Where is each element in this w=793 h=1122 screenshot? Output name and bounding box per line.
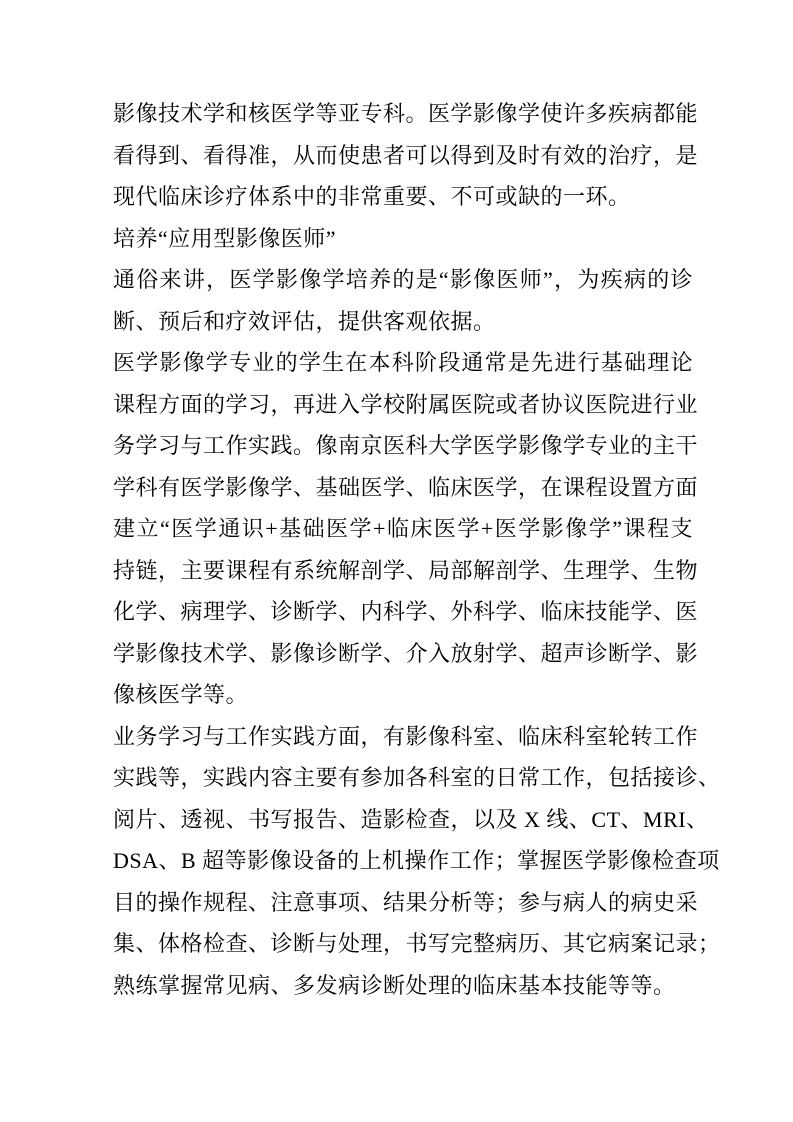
- text-line: DSA、B 超等影像设备的上机操作工作；掌握医学影像检查项: [113, 848, 720, 873]
- text-line: 看得到、看得准，从而使患者可以得到及时有效的治疗，是: [113, 142, 699, 168]
- text-line: 实践等，实践内容主要有参加各科室的日常工作，包括接诊、: [113, 765, 721, 790]
- text-line: 集、体格检查、诊断与处理，书写完整病历、其它病案记录；: [113, 931, 721, 956]
- text-line: 化学、病理学、诊断学、内科学、外科学、临床技能学、医: [113, 599, 699, 624]
- text-line: 学影像技术学、影像诊断学、介入放射学、超声诊断学、影: [113, 640, 699, 666]
- text-line: 断、预后和疗效评估，提供客观依据。: [113, 308, 496, 334]
- text-line: 学科有医学影像学、基础医学、临床医学，在课程设置方面: [113, 474, 699, 500]
- text-line: 熟练掌握常见病、多发病诊断处理的临床基本技能等等。: [113, 972, 676, 998]
- text-line: 业务学习与工作实践方面，有影像科室、临床科室轮转工作: [113, 723, 699, 749]
- text-line: 像核医学等。: [113, 682, 249, 707]
- text-line: 课程方面的学习，再进入学校附属医院或者协议医院进行业: [113, 391, 699, 417]
- text-line: 培养“应用型影像医师”: [113, 225, 337, 251]
- text-line: 通俗来讲，医学影像学培养的是“影像医师”，为疾病的诊: [113, 267, 693, 292]
- text-line: 持链，主要课程有系统解剖学、局部解剖学、生理学、生物: [113, 557, 699, 583]
- document-text-block: [113, 93, 721, 1006]
- text-line: 目的操作规程、注意事项、结果分析等；参与病人的病史采: [113, 889, 699, 915]
- text-line: 现代临床诊疗体系中的非常重要、不可或缺的一环。: [113, 184, 631, 209]
- text-line: 医学影像学专业的学生在本科阶段通常是先进行基础理论: [113, 350, 693, 375]
- text-line: 影像技术学和核医学等亚专科。医学影像学使许多疾病都能: [113, 101, 699, 126]
- text-line: 务学习与工作实践。像南京医科大学医学影像学专业的主干: [113, 433, 699, 458]
- text-line: 建立“医学通识+基础医学+临床医学+医学影像学”课程支: [113, 516, 693, 541]
- text-line: 阅片、透视、书写报告、造影检查，以及 X 线、CT、MRI、: [113, 806, 709, 832]
